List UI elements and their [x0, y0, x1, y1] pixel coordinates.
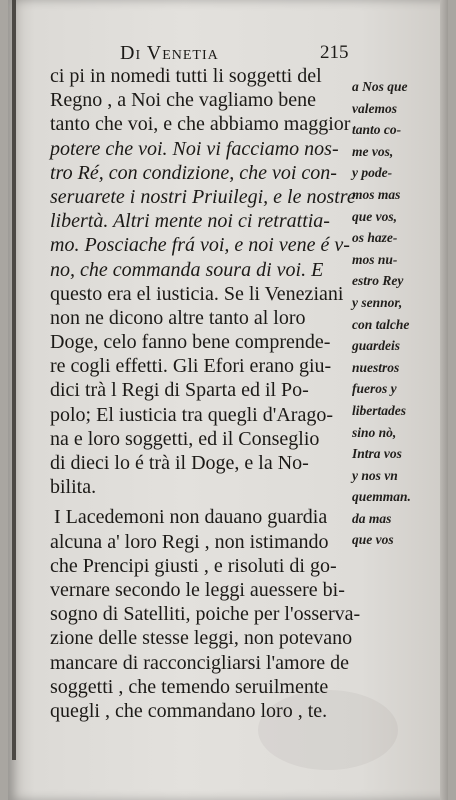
text-line: dici trà l Regi di Sparta ed il Po-	[50, 379, 309, 402]
text-line: mo. Posciache frá voi, e noi vene é v-	[50, 234, 350, 257]
margin-line: tanto co-	[352, 122, 402, 138]
page-number: 215	[320, 42, 349, 63]
margin-line: nuestros	[352, 359, 400, 375]
margin-line: que vos,	[352, 208, 397, 224]
text-line: I Lacedemoni non dauano guardia	[54, 506, 328, 529]
margin-line: y sennor,	[352, 294, 403, 310]
margin-line: estro Rey	[352, 273, 404, 289]
text-line: vernare secondo le leggi auessere bi-	[50, 578, 345, 601]
margin-line: sino nò,	[352, 424, 397, 440]
text-line: re cogli effetti. Gli Efori erano giu-	[50, 355, 332, 378]
text-line: Doge, celo fanno bene comprende-	[50, 331, 331, 354]
text-line: libertà. Altri mente noi ci retrattia-	[50, 210, 330, 233]
margin-line: mos nu-	[352, 251, 398, 267]
margin-line: a Nos que	[352, 79, 408, 94]
text-line: na e loro soggetti, ed il Conseglio	[50, 427, 320, 450]
text-line: alcuna a' loro Regi , non istimando	[50, 530, 329, 553]
marginal-note	[352, 76, 448, 551]
margin-line: fueros y	[352, 381, 397, 397]
text-line: seruarete i nostri Priuilegi, e le nostre	[50, 185, 356, 208]
text-line: sogno di Satelliti, poiche per l'osserva-	[50, 603, 361, 626]
paragraph	[50, 505, 361, 723]
text-line: soggetti , che temendo seruilmente	[50, 675, 329, 698]
text-line: tanto che voi, e che abbiamo maggior	[50, 113, 351, 136]
text-line: questo era el iusticia. Se li Veneziani	[50, 282, 344, 305]
running-title: Di Venetia	[120, 42, 219, 64]
main-text	[50, 64, 361, 723]
text-line: no, che commanda soura di voi. E	[50, 258, 324, 281]
text-line: tro Ré, con condizione, che voi con-	[50, 161, 337, 184]
margin-line: Intra vos	[352, 446, 402, 462]
text-line: che Prencipi giusti , e risoluti di go-	[50, 554, 337, 577]
margin-line: valemos	[352, 100, 397, 116]
book-page	[8, 0, 448, 800]
text-line: quegli , che commandano loro , te.	[50, 699, 328, 722]
margin-line: mos mas	[352, 186, 401, 202]
margin-line: y nos vn	[352, 467, 398, 483]
text-line: non ne dicono altre tanto al loro	[50, 306, 306, 329]
margin-line: y pode-	[352, 165, 393, 181]
text-line: polo; El iusticia tra quegli d'Arago-	[50, 403, 333, 426]
margin-line: os haze-	[352, 230, 398, 246]
page-gutter-line	[12, 0, 16, 760]
text-line: ci pi in nomedi tutti li soggetti del	[50, 65, 322, 87]
margin-line: con talche	[352, 316, 410, 332]
margin-line: que vos	[352, 532, 394, 548]
margin-line: me vos,	[352, 143, 394, 159]
text-line: di dieci lo é trà il Doge, e la No-	[50, 452, 309, 474]
text-line: mancare di racconcigliarsi l'amore de	[50, 651, 350, 674]
margin-line: guardeis	[352, 338, 401, 354]
margin-line: da mas	[352, 510, 392, 526]
text-line: bilita.	[50, 476, 97, 499]
text-line: Regno , a Noi che vagliamo bene	[50, 89, 317, 112]
text-line: zione delle stesse leggi, non potevano	[50, 627, 353, 650]
margin-line: quemman.	[352, 489, 411, 505]
text-line: potere che voi. Noi vi facciamo nos-	[50, 137, 339, 160]
margin-line: libertades	[352, 402, 406, 418]
